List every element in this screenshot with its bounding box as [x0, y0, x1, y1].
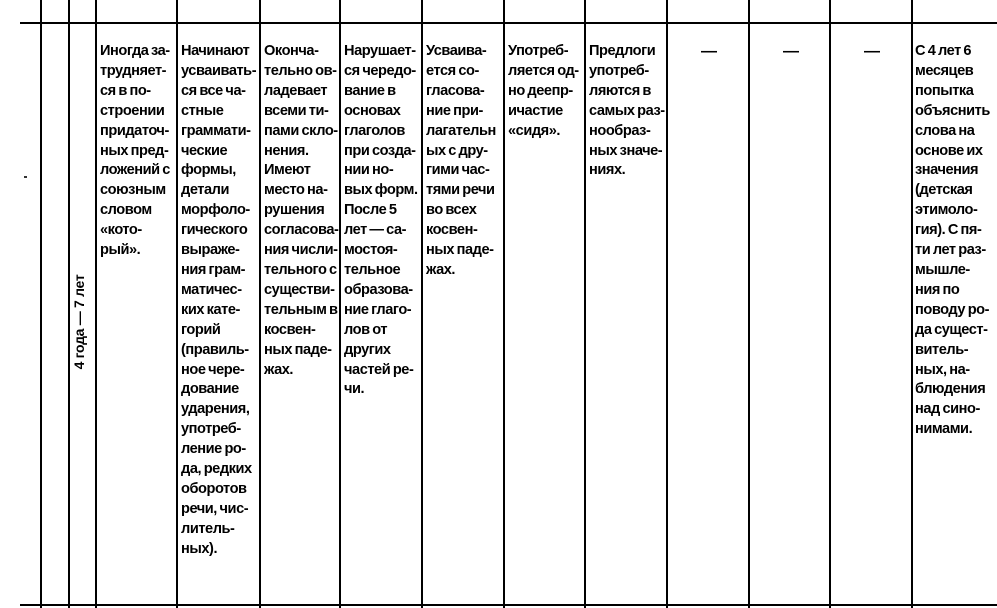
cell-word-meaning: С 4 лет 6 месяцев попытка объяснить слова на основе их значения (детская этимоло- гия). С пя- ти лет раз- мышле- ния по поводу ро- да сущест- витель- ных, на- блюдения над сино- нимами.: [915, 43, 990, 438]
column-divider: [176, 0, 178, 608]
column-divider: [666, 0, 668, 608]
cell-verb-stems: Нарушает- ся чередо- вание в основах глаголов при созда- нии но- вых форм. После 5 лет — са- мостоя- тельное образова- ние глаго- лов от других частей ре- чи.: [344, 43, 418, 398]
cell-gerund: Употреб- ляется од- но деепр- ичастие «сидя».: [508, 43, 579, 139]
cell-declension: Оконча- тельно ов- ладевает всеми ти- пами скло- нения. Имеют место на- рушения согласова- ния числи- тельного с существи- тельным в косвен- ных паде- жах.: [264, 43, 339, 378]
column-divider: [748, 0, 750, 608]
column-divider: [584, 0, 586, 608]
empty-dash: —: [783, 43, 799, 60]
cell-subordinate-clauses: Иногда за- трудняет- ся в по- строении придаточ- ных пред- ложений с союзным словом «кото- рый».: [100, 43, 170, 259]
age-label: 4 года — 7 лет: [71, 274, 87, 370]
empty-dash: —: [701, 43, 717, 60]
column-divider: [421, 0, 423, 608]
cell-grammatical-forms: Начинают усваивать- ся все ча- стные граммати- ческие формы, детали морфоло- гического выраже- ния грам- матичес- ких кате- горий (правиль- ное чере- дование ударения, употреб- ление ро- да, редких оборотов речи, чис- литель- ных).: [181, 43, 257, 557]
cell-adjective-agreement: Усваива- ется со- гласова- ние при- лагательн ых с дру- гими час- тями речи во всех косвен- ных паде- жах.: [426, 43, 496, 278]
column-divider: [259, 0, 261, 608]
scan-speck: [24, 176, 27, 178]
cell-prepositions: Предлоги употреб- ляются в самых раз- нообраз- ных значе- ниях.: [589, 43, 665, 179]
column-divider: [829, 0, 831, 608]
empty-dash: —: [864, 43, 880, 60]
column-divider: [40, 0, 42, 608]
column-divider: [95, 0, 97, 608]
column-divider: [339, 0, 341, 608]
table-bottom-border: [20, 604, 997, 606]
column-divider: [911, 0, 913, 608]
column-divider: [68, 0, 70, 608]
column-divider: [503, 0, 505, 608]
table-top-border: [20, 22, 997, 24]
